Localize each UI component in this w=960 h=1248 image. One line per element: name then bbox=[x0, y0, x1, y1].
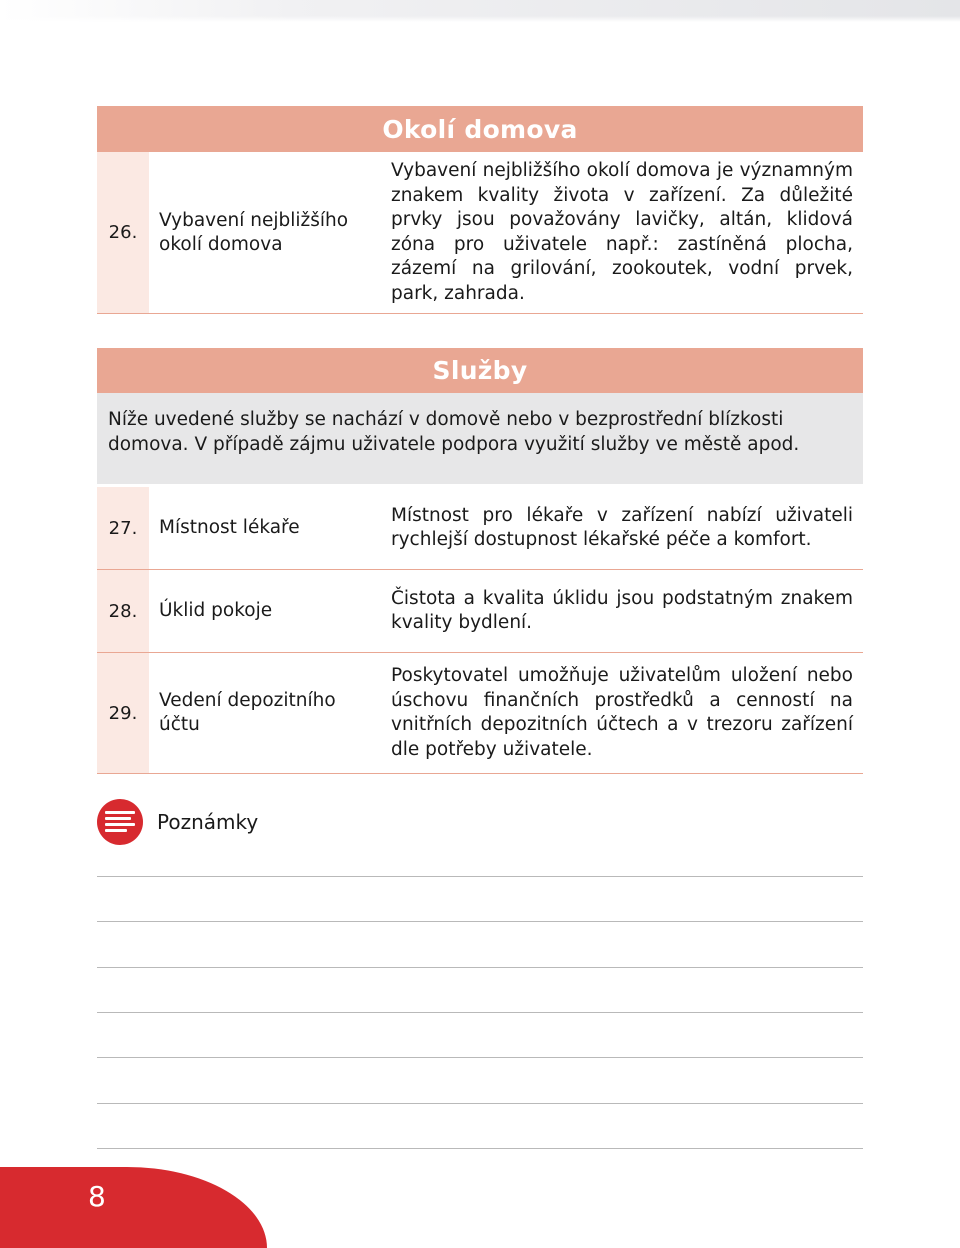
row-name-line: Vedení depozitního bbox=[159, 690, 336, 711]
row-description-text: Poskytovatel umožňuje uživatelům uložení nebo úschovu finančních prostředků a cenností na vnitřních depozitních účtech a v trezoru zařízení dle potřeby uživatele. bbox=[391, 665, 853, 760]
table-row bbox=[97, 570, 863, 653]
top-decorative-band bbox=[0, 0, 960, 22]
row-number: 27. bbox=[97, 487, 149, 569]
notes-line[interactable] bbox=[97, 1057, 863, 1058]
row-name-line: Úklid pokoje bbox=[159, 600, 273, 621]
page-corner-shape bbox=[0, 1167, 267, 1248]
row-description bbox=[379, 570, 863, 652]
notes-line[interactable] bbox=[97, 921, 863, 922]
notes-line[interactable] bbox=[97, 1103, 863, 1104]
section-title: Okolí domova bbox=[382, 114, 578, 144]
row-number: 29. bbox=[97, 653, 149, 773]
row-name bbox=[149, 152, 379, 313]
section-header bbox=[97, 106, 863, 152]
notes-line[interactable] bbox=[97, 1148, 863, 1149]
row-number: 28. bbox=[97, 570, 149, 652]
notes-line[interactable] bbox=[97, 876, 863, 877]
section-okoli-domova bbox=[97, 106, 863, 314]
row-description bbox=[379, 487, 863, 569]
notes-label: Poznámky bbox=[157, 810, 259, 834]
row-name-line: okolí domova bbox=[159, 233, 283, 255]
notes-lines-icon bbox=[97, 799, 143, 845]
section-header bbox=[97, 348, 863, 393]
section-intro-text: Níže uvedené služby se nachází v domově nebo v bezprostřední blízkosti domova. V případě zájmu uživatele podpora využití služby ve městě apod. bbox=[108, 409, 800, 455]
row-name bbox=[149, 570, 379, 652]
row-description bbox=[379, 653, 863, 773]
page-number: 8 bbox=[88, 1180, 106, 1213]
row-name-line: Místnost lékaře bbox=[159, 517, 300, 538]
row-name-line: Vybavení nejbližšího bbox=[159, 209, 349, 231]
row-name-line: účtu bbox=[159, 714, 200, 735]
row-description-text: Místnost pro lékaře v zařízení nabízí uživateli rychlejší dostupnost lékařské péče a komfort. bbox=[391, 504, 853, 550]
table-row bbox=[97, 653, 863, 774]
row-name bbox=[149, 487, 379, 569]
section-sluzby bbox=[97, 348, 863, 774]
row-description-text: Čistota a kvalita úklidu jsou podstatným znakem kvality bydlení. bbox=[391, 587, 853, 633]
notes-header bbox=[97, 799, 258, 845]
notes-line[interactable] bbox=[97, 1012, 863, 1013]
row-description bbox=[379, 152, 863, 313]
section-title: Služby bbox=[432, 356, 528, 385]
row-name bbox=[149, 653, 379, 773]
table-row bbox=[97, 152, 863, 314]
notes-line[interactable] bbox=[97, 967, 863, 968]
row-description-text: Vybavení nejbližšího okolí domova je významným znakem kvality života v zařízení. Za důležité prvky jsou považovány lavičky, altán, klidová zóna pro uživatele např.: zastíněná plocha, zázemí na grilování, zookoutek, vodní prvek, park, zahrada. bbox=[391, 160, 853, 304]
table-row bbox=[97, 487, 863, 570]
section-intro bbox=[97, 393, 863, 484]
row-number: 26. bbox=[97, 152, 149, 313]
